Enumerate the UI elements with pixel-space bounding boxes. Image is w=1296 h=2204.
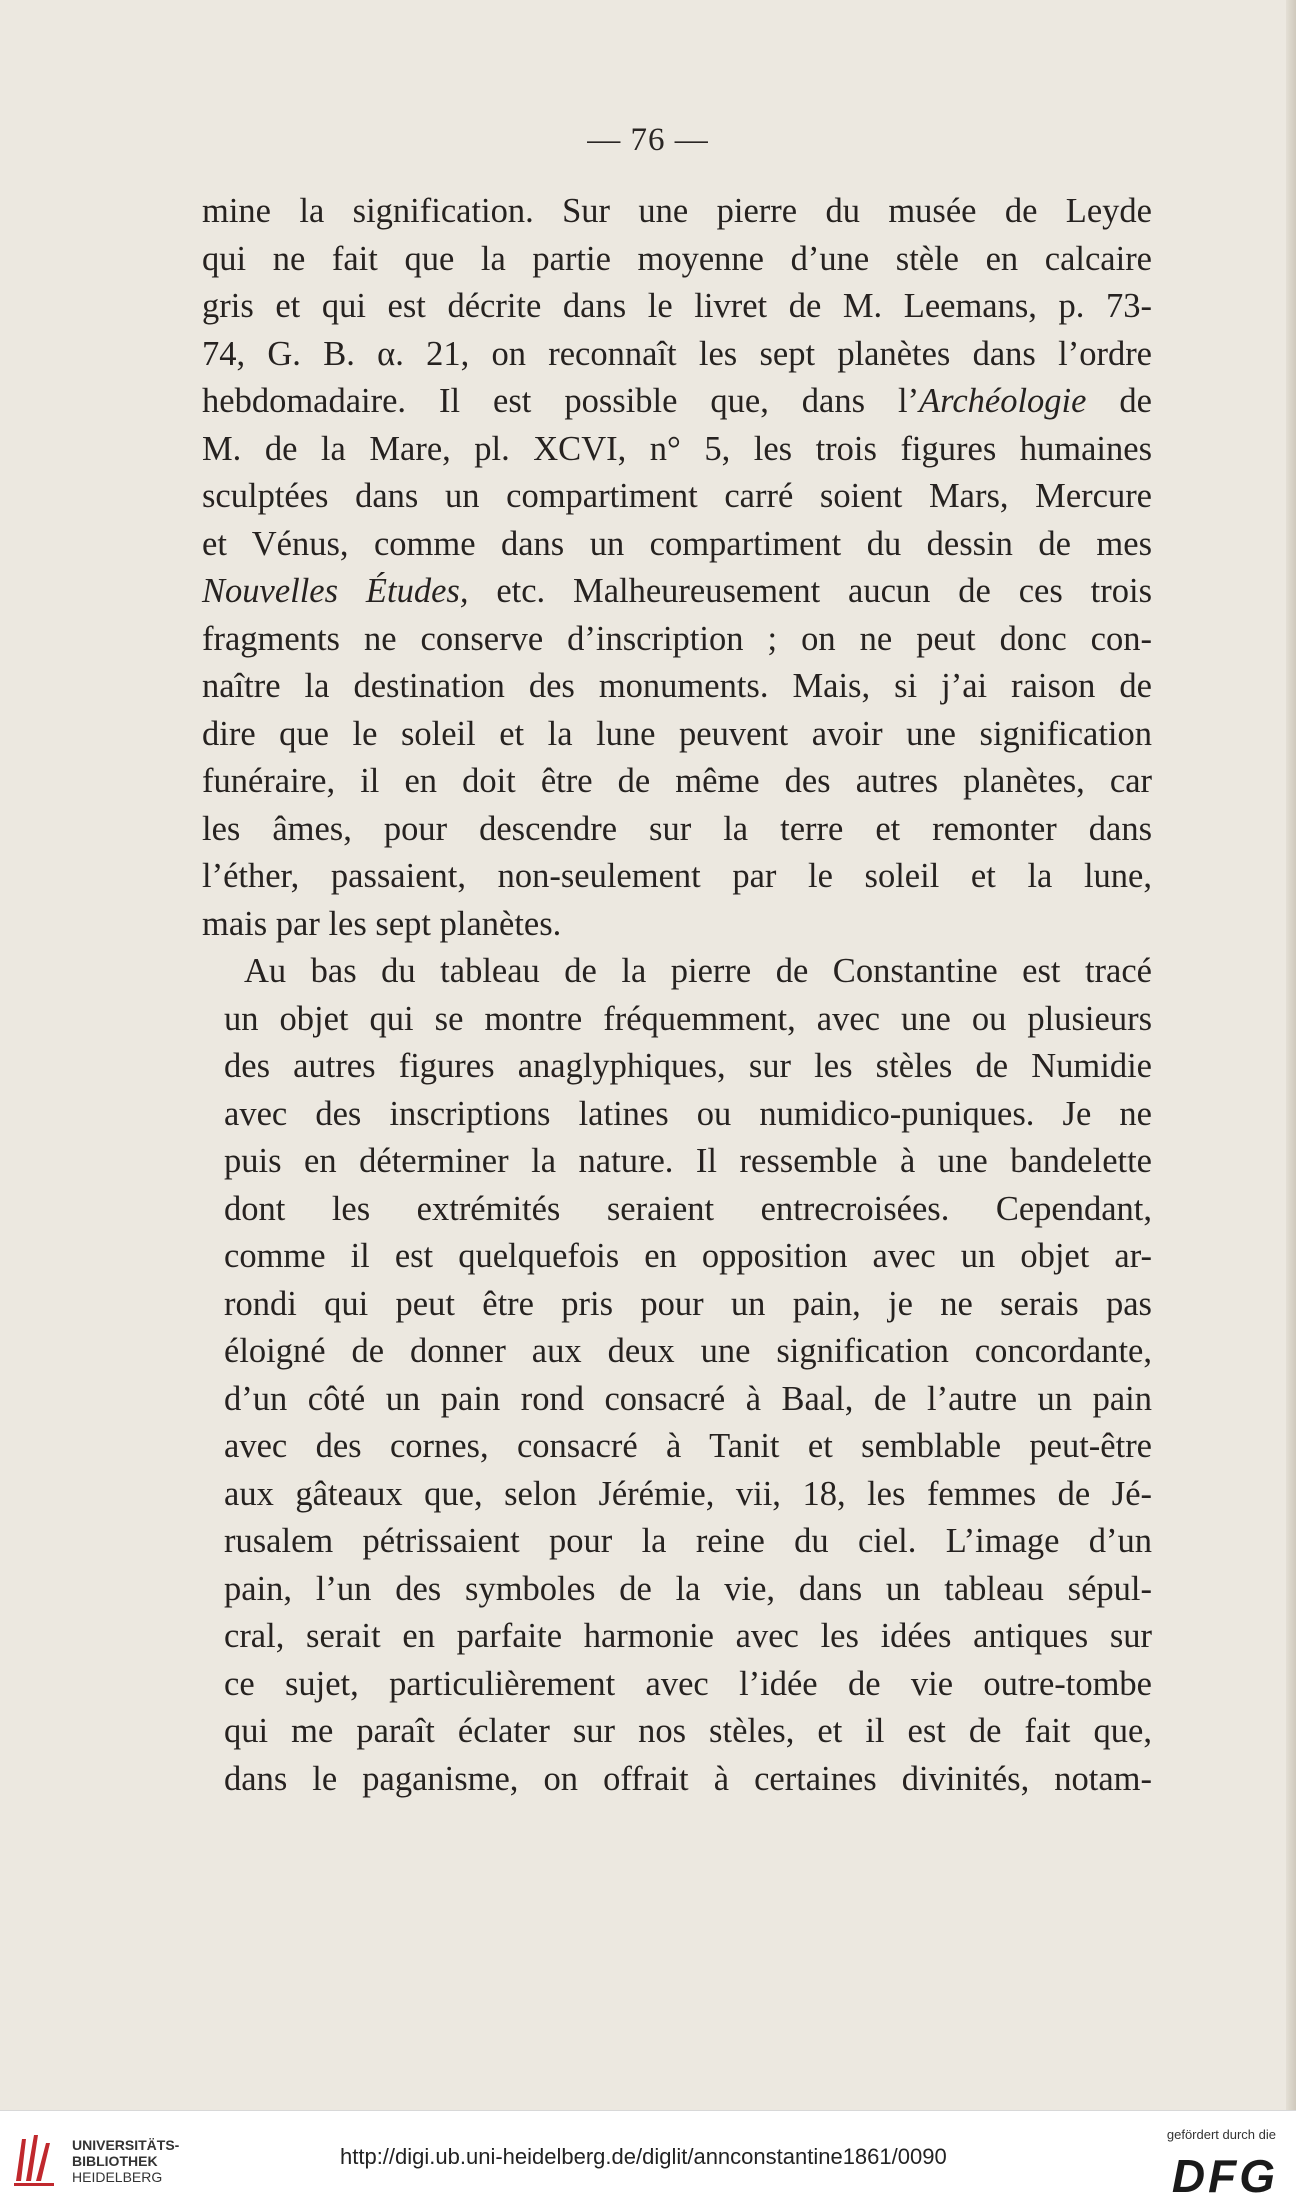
italic-title: Archéologie — [919, 382, 1087, 420]
text-line: pain, l’un des symboles de la vie, dans un tableau sépul- — [224, 1569, 1152, 1608]
text-line: comme il est quelquefois en opposition avec un objet ar- — [224, 1237, 1152, 1275]
text-line: hebdomadaire. Il est possible que, dans l’Archéologie de — [202, 382, 1152, 420]
text-line: l’éther, passaient, non-seulement par le soleil et la lune, — [202, 857, 1152, 895]
page-number: — 76 — — [587, 122, 709, 158]
viewer-footer — [0, 2110, 1296, 2204]
text-line: rondi qui peut être pris pour un pain, je ne serais pas — [224, 1284, 1152, 1323]
text-line: et Vénus, comme dans un compartiment du dessin de mes — [202, 524, 1152, 563]
text-line: naître la destination des monuments. Mais, si j’ai raison de — [202, 667, 1152, 705]
text-line: mine la signification. Sur une pierre du musée de Leyde — [202, 192, 1152, 230]
library-name-line: HEIDELBERG — [72, 2169, 163, 2185]
text-line: Au bas du tableau de la pierre de Constantine est tracé — [244, 952, 1152, 990]
text-line: fragments ne conserve d’inscription ; on ne peut donc con- — [202, 619, 1152, 658]
text-line: rusalem pétrissaient pour la reine du ciel. L’image d’un — [224, 1522, 1152, 1560]
italic-title: Nouvelles Études, — [202, 572, 469, 610]
text-line: M. de la Mare, pl. XCVI, n° 5, les trois figures humaines — [202, 429, 1152, 468]
text-line: Nouvelles Études, etc. Malheureusement aucun de ces trois — [202, 572, 1152, 610]
dfg-logo: DFG — [1171, 2150, 1278, 2202]
text-line: un objet qui se montre fréquemment, avec une ou plusieurs — [224, 999, 1152, 1038]
text-line: dire que le soleil et la lune peuvent avoir une signification — [202, 714, 1152, 753]
text-line: dont les extrémités seraient entrecroisées. Cependant, — [224, 1189, 1152, 1228]
text-line: des autres figures anaglyphiques, sur les stèles de Numidie — [224, 1047, 1152, 1085]
text-line: sculptées dans un compartiment carré soient Mars, Mercure — [202, 477, 1152, 515]
library-name-line: BIBLIOTHEK — [72, 2153, 158, 2169]
text-line: funéraire, il en doit être de même des autres planètes, car — [202, 762, 1152, 800]
text-line: ce sujet, particulièrement avec l’idée de vie outre-tombe — [224, 1664, 1152, 1703]
text-line: mais par les sept planètes. — [202, 904, 562, 943]
text-line: avec des cornes, consacré à Tanit et semblable peut-être — [224, 1427, 1152, 1465]
text-line: puis en déterminer la nature. Il ressemble à une bandelette — [224, 1142, 1152, 1180]
library-name-line: UNIVERSITÄTS- — [72, 2137, 180, 2153]
body-text — [202, 188, 1152, 1803]
sponsor-label: gefördert durch die — [1166, 2127, 1276, 2142]
text-line: 74, G. B. α. 21, on reconnaît les sept planètes dans l’ordre — [202, 334, 1152, 373]
text-line: dans le paganisme, on offrait à certaines divinités, notam- — [224, 1759, 1152, 1798]
text-line: qui ne fait que la partie moyenne d’une stèle en calcaire — [202, 239, 1152, 278]
text-line: éloigné de donner aux deux une signification concordante, — [224, 1332, 1152, 1370]
library-name — [72, 2137, 179, 2185]
text-line: avec des inscriptions latines ou numidico-puniques. Je ne — [224, 1094, 1152, 1133]
permalink-url[interactable]: http://digi.ub.uni-heidelberg.de/diglit/annconstantine1861/0090 — [340, 2144, 947, 2169]
text-line: cral, serait en parfaite harmonie avec les idées antiques sur — [224, 1617, 1152, 1655]
text-line: gris et qui est décrite dans le livret de M. Leemans, p. 73- — [202, 287, 1152, 325]
page-edge — [1286, 0, 1296, 2110]
university-logo-icon — [12, 2131, 58, 2189]
text-line: aux gâteaux que, selon Jérémie, vii, 18, les femmes de Jé- — [224, 1474, 1152, 1513]
text-line: qui me paraît éclater sur nos stèles, et il est de fait que, — [224, 1712, 1152, 1750]
text-line: d’un côté un pain rond consacré à Baal, de l’autre un pain — [224, 1379, 1152, 1418]
text-line: les âmes, pour descendre sur la terre et remonter dans — [202, 809, 1152, 848]
